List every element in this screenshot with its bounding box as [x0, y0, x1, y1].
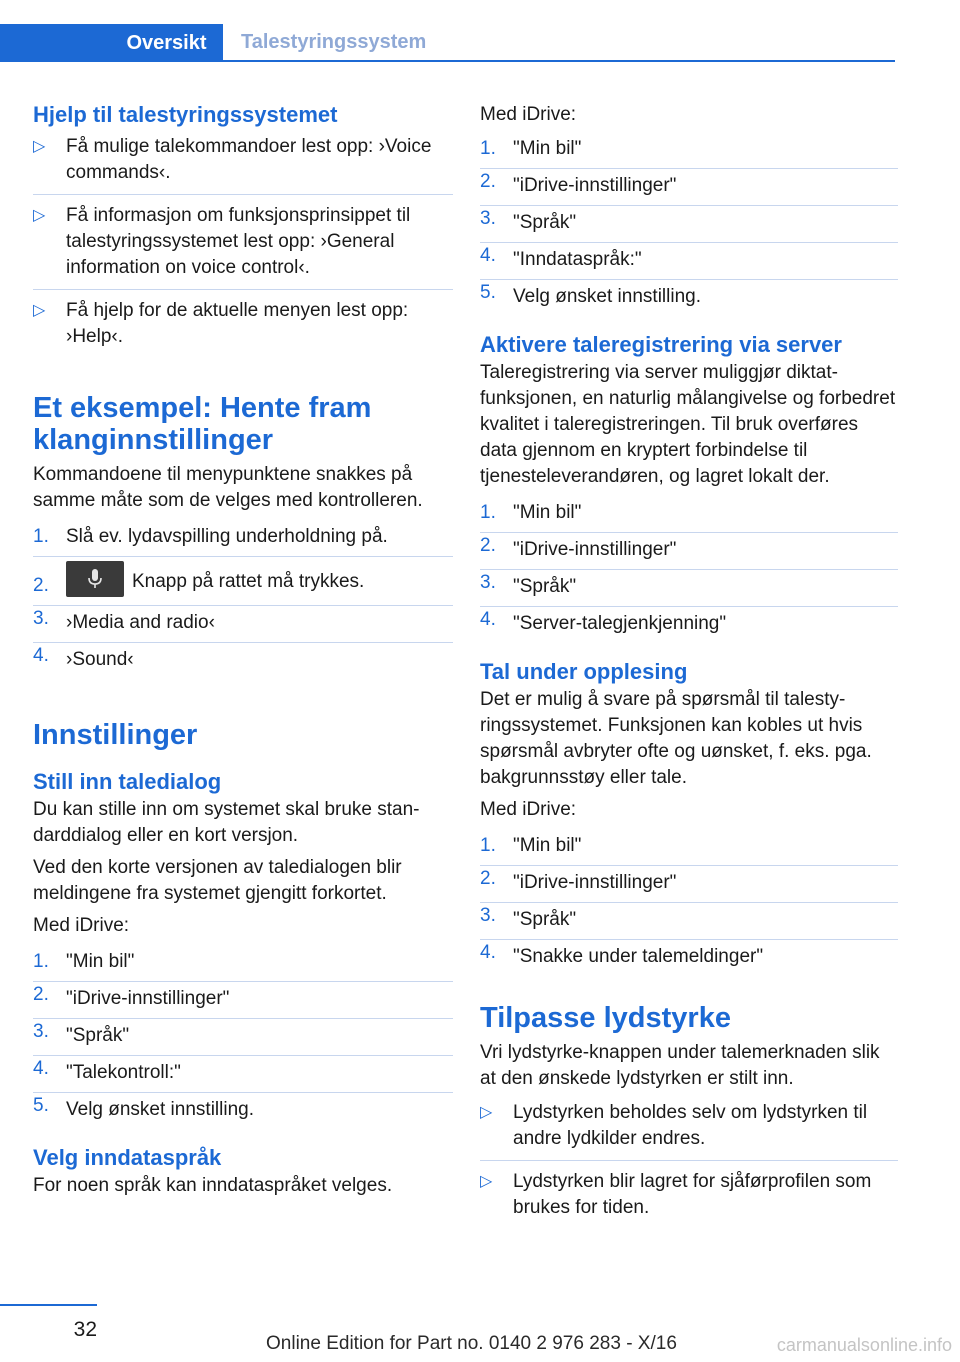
list-item: ▷ Få informasjon om funksjonsprinsippet til talestyringssystemet lest opp: ›General information on voice control‹.	[33, 203, 453, 290]
dialog-text-1: Du kan stille inn om systemet skal bruke standarddialog eller en kort versjon.	[33, 799, 420, 846]
idrive-label: Med iDrive:	[33, 915, 130, 936]
heading-example: Et eksempel: Hente fram klanginnstillinger	[33, 392, 372, 456]
server-text: Taleregistrering via server muliggjør diktatfunksjonen, en naturlig målangivelse og forbedret kvalitet i taleregistreringen. Til bruk overføres data gjennom en kryptert forbindelse til tjenesteleverandøren, og lagret lokalt der.	[480, 362, 896, 487]
watermark: carmanualsonline.info	[776, 1335, 952, 1355]
list-item: 5. Velg ønsket innstilling.	[480, 279, 898, 316]
list-item: 1. "Min bil"	[33, 951, 135, 972]
list-item: 1. "Min bil"	[480, 138, 582, 159]
list-item: 3. "Språk"	[480, 569, 898, 606]
list-item: 3. ›Media and radio‹	[33, 605, 453, 642]
list-item: 1. "Min bil"	[480, 835, 582, 856]
list-item: 2. Knapp på rattet må trykkes.	[33, 556, 453, 605]
microphone-icon	[66, 561, 124, 597]
list-item: ▷ Få hjelp for de aktuelle menyen lest opp: ›Help‹.	[33, 300, 409, 347]
list-item: 1. "Min bil"	[480, 502, 582, 523]
list-item: 5. Velg ønsket innstilling.	[33, 1092, 453, 1129]
heading-input-language: Velg inndataspråk	[33, 1145, 222, 1170]
list-item: ▷ Lydstyrken beholdes selv om lydstyrken til andre lydkilder endres.	[480, 1100, 898, 1161]
volume-list	[480, 1100, 898, 1229]
server-steps	[480, 500, 898, 643]
list-item: 2. "iDrive-innstillinger"	[480, 168, 898, 205]
volume-text: Vri lydstyrke-knappen under talemerknaden slik at den ønskede lydstyrken er stilt inn.	[480, 1042, 880, 1089]
right-column	[480, 100, 898, 1237]
footer-rule	[0, 1304, 97, 1306]
list-item: 4. "Inndataspråk:"	[480, 242, 898, 279]
page-number: 32	[73, 1318, 97, 1341]
list-item: 2. "iDrive-innstillinger"	[480, 865, 898, 902]
heading-volume: Tilpasse lydstyrke	[480, 1002, 731, 1034]
idrive-label: Med iDrive:	[480, 104, 577, 125]
list-item: 3. "Språk"	[33, 1018, 453, 1055]
list-item: 1. Slå ev. lydavspilling underholdning på.	[33, 526, 388, 547]
page-header	[0, 24, 895, 62]
triangle-bullet-icon: ▷	[33, 207, 46, 224]
list-item: 2. "iDrive-innstillinger"	[480, 532, 898, 569]
triangle-bullet-icon: ▷	[480, 1173, 493, 1190]
input-language-steps	[480, 136, 898, 316]
triangle-bullet-icon: ▷	[480, 1104, 493, 1121]
header-rule	[0, 60, 895, 62]
heading-help: Hjelp til talestyringssystemet	[33, 102, 338, 127]
dialog-steps	[33, 949, 453, 1129]
edition-text: Online Edition for Part no. 0140 2 976 283 - X/16	[266, 1333, 677, 1354]
header-tab-oversikt[interactable]: Oversikt	[0, 24, 223, 62]
input-language-text: For noen språk kan inndataspråket velges.	[33, 1175, 393, 1196]
triangle-bullet-icon: ▷	[33, 138, 46, 155]
list-item: 4. "Talekontroll:"	[33, 1055, 453, 1092]
list-item: 4. ›Sound‹	[33, 642, 453, 679]
dialog-text-2: Ved den korte versjonen av taledialogen blir meldingene fra systemet gjengitt forkortet.	[33, 857, 402, 904]
list-item: 4. "Snakke under talemeldinger"	[480, 939, 898, 976]
list-item: 3. "Språk"	[480, 205, 898, 242]
triangle-bullet-icon: ▷	[33, 302, 46, 319]
list-item: 2. "iDrive-innstillinger"	[33, 981, 453, 1018]
idrive-label: Med iDrive:	[480, 799, 577, 820]
heading-server: Aktivere taleregistrering via server	[480, 332, 842, 357]
heading-talk: Tal under opplesing	[480, 659, 688, 684]
header-tab-talestyringssystem[interactable]: Talestyringssystem	[241, 30, 427, 53]
heading-dialog: Still inn taledialog	[33, 769, 222, 794]
talk-steps	[480, 833, 898, 976]
help-list	[33, 134, 453, 358]
left-column	[33, 100, 453, 1205]
list-item: 4. "Server-talegjenkjenning"	[480, 606, 898, 643]
example-intro: Kommandoene til menypunktene snakkes på samme måte som de velges med kontrolleren.	[33, 464, 423, 511]
heading-settings: Innstillinger	[33, 719, 198, 751]
talk-text: Det er mulig å svare på spørsmål til talestyringssystemet. Funksjonen kan kobles ut hvis spørsmål avbryter ofte og uønsket, f. eks. pga. bakgrunnsstøy eller tale.	[480, 689, 872, 788]
list-item: 3. "Språk"	[480, 902, 898, 939]
list-item: ▷ Lydstyrken blir lagret for sjåførprofilen som brukes for tiden.	[480, 1171, 872, 1218]
example-steps	[33, 524, 453, 679]
list-item: ▷ Få mulige talekommandoer lest opp: ›Voice commands‹.	[33, 134, 453, 195]
